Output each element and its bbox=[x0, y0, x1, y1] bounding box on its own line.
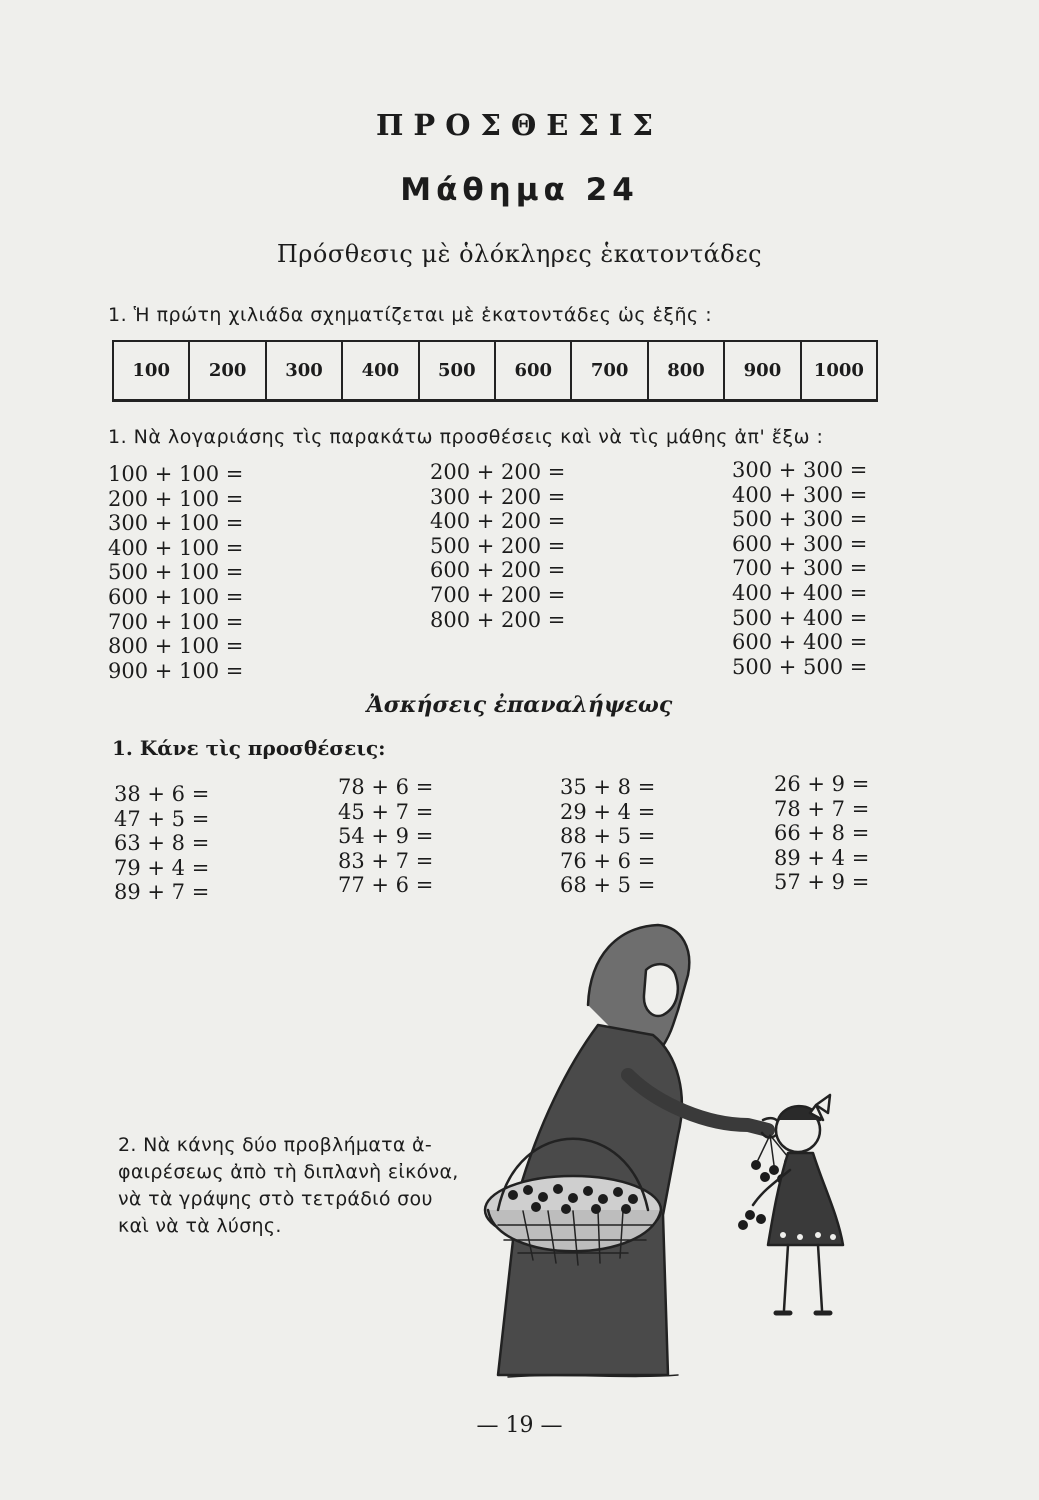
sum-item: 500 + 300 = bbox=[732, 507, 868, 532]
sum-item: 300 + 300 = bbox=[732, 458, 868, 482]
sum-item: 500 + 200 = bbox=[430, 533, 566, 558]
exercise-item: 47 + 5 = bbox=[114, 806, 210, 831]
hundreds-cell: 600 bbox=[494, 342, 570, 399]
hundreds-cell: 800 bbox=[647, 342, 723, 399]
sum-item: 900 + 100 = bbox=[108, 658, 244, 683]
exercise-item: 38 + 6 = bbox=[114, 782, 210, 806]
page-title: ΠΡΟΣΘΕΣΙΣ bbox=[376, 108, 663, 142]
exercise-item: 89 + 7 = bbox=[114, 880, 210, 904]
sum-item: 400 + 300 = bbox=[732, 482, 868, 507]
exercise-item: 78 + 7 = bbox=[774, 796, 870, 821]
problem-line: καὶ νὰ τὰ λύσης. bbox=[118, 1215, 282, 1237]
exercise-column-2 bbox=[338, 775, 433, 898]
sum-item: 600 + 300 = bbox=[732, 531, 868, 556]
exercise-item: 76 + 6 = bbox=[560, 848, 656, 873]
sum-item: 800 + 200 = bbox=[430, 607, 566, 632]
sums-column-2 bbox=[430, 460, 565, 632]
sum-item: 300 + 200 = bbox=[430, 484, 566, 509]
sum-item: 600 + 200 = bbox=[430, 558, 566, 583]
hundreds-cell: 700 bbox=[570, 342, 646, 399]
exercise-item: 68 + 5 = bbox=[560, 873, 656, 897]
problem-line: 2. Νὰ κάνης δύο προβλήματα ἀ- bbox=[118, 1134, 433, 1156]
sum-item: 400 + 100 = bbox=[108, 535, 244, 560]
exercise-item: 83 + 7 = bbox=[338, 848, 434, 873]
sum-item: 200 + 100 = bbox=[108, 486, 244, 511]
sums-column-3 bbox=[732, 458, 867, 679]
exercise-item: 77 + 6 = bbox=[338, 873, 434, 897]
hundreds-cell: 400 bbox=[341, 342, 417, 399]
exercise-item: 89 + 4 = bbox=[774, 845, 870, 870]
sum-item: 600 + 400 = bbox=[732, 630, 868, 655]
sums-instruction: 1. Νὰ λογαριάσης τὶς παρακάτω προσθέσεις καὶ νὰ τὶς μάθης ἀπ' ἔξω : bbox=[108, 426, 824, 448]
exercise-item: 66 + 8 = bbox=[774, 821, 870, 845]
exercise-item: 26 + 9 = bbox=[774, 772, 870, 796]
sum-item: 700 + 100 = bbox=[108, 609, 244, 634]
sum-item: 400 + 200 = bbox=[430, 509, 566, 534]
sum-item: 800 + 100 = bbox=[108, 634, 244, 659]
sum-item: 400 + 400 = bbox=[732, 580, 868, 605]
exercise-item: 45 + 7 = bbox=[338, 799, 434, 824]
problem-line: φαιρέσεως ἀπὸ τὴ διπλανὴ εἰκόνα, bbox=[118, 1161, 459, 1183]
sum-item: 700 + 300 = bbox=[732, 556, 868, 581]
sums-column-1 bbox=[108, 462, 243, 683]
exercise-column-3 bbox=[560, 775, 655, 898]
problem-line: νὰ τὰ γράψης στὸ τετράδιό σου bbox=[118, 1188, 433, 1210]
hundreds-cell: 900 bbox=[723, 342, 799, 399]
exercise-column-1 bbox=[114, 782, 209, 905]
exercise-item: 57 + 9 = bbox=[774, 870, 870, 894]
exercise-column-4 bbox=[774, 772, 869, 895]
sum-item: 600 + 100 = bbox=[108, 584, 244, 609]
intro-text: 1. Ἡ πρώτη χιλιάδα σχηματίζεται μὲ ἑκατοντάδες ὡς ἑξῆς : bbox=[108, 304, 713, 326]
hundreds-table bbox=[112, 340, 878, 402]
review-heading: Ἀσκήσεις ἐπαναλήψεως bbox=[366, 692, 673, 718]
exercise-1-title: 1. Κάνε τὶς προσθέσεις: bbox=[112, 736, 386, 760]
hundreds-cell: 200 bbox=[188, 342, 264, 399]
sum-item: 300 + 100 = bbox=[108, 511, 244, 536]
sum-item: 500 + 400 = bbox=[732, 605, 868, 630]
cherry-seller-illustration bbox=[478, 915, 898, 1385]
hundreds-cell: 100 bbox=[112, 342, 188, 399]
hundreds-cell: 300 bbox=[265, 342, 341, 399]
exercise-item: 29 + 4 = bbox=[560, 799, 656, 824]
exercise-item: 78 + 6 = bbox=[338, 775, 434, 799]
lesson-subtitle: Πρόσθεσις μὲ ὁλόκληρες ἑκατοντάδες bbox=[276, 240, 763, 268]
exercise-2-text bbox=[118, 1132, 488, 1240]
sum-item: 700 + 200 = bbox=[430, 582, 566, 607]
exercise-item: 35 + 8 = bbox=[560, 775, 656, 799]
hundreds-cell: 500 bbox=[418, 342, 494, 399]
lesson-heading: Μάθημα 24 bbox=[400, 172, 639, 208]
sum-item: 500 + 100 = bbox=[108, 560, 244, 585]
sum-item: 500 + 500 = bbox=[732, 654, 868, 679]
sum-item: 200 + 200 = bbox=[430, 460, 566, 484]
exercise-item: 54 + 9 = bbox=[338, 824, 434, 848]
exercise-item: 63 + 8 = bbox=[114, 831, 210, 855]
exercise-item: 79 + 4 = bbox=[114, 855, 210, 880]
sum-item: 100 + 100 = bbox=[108, 462, 244, 486]
hundreds-cell: 1000 bbox=[800, 342, 878, 399]
exercise-item: 88 + 5 = bbox=[560, 824, 656, 848]
page-number: — 19 — bbox=[476, 1413, 563, 1438]
